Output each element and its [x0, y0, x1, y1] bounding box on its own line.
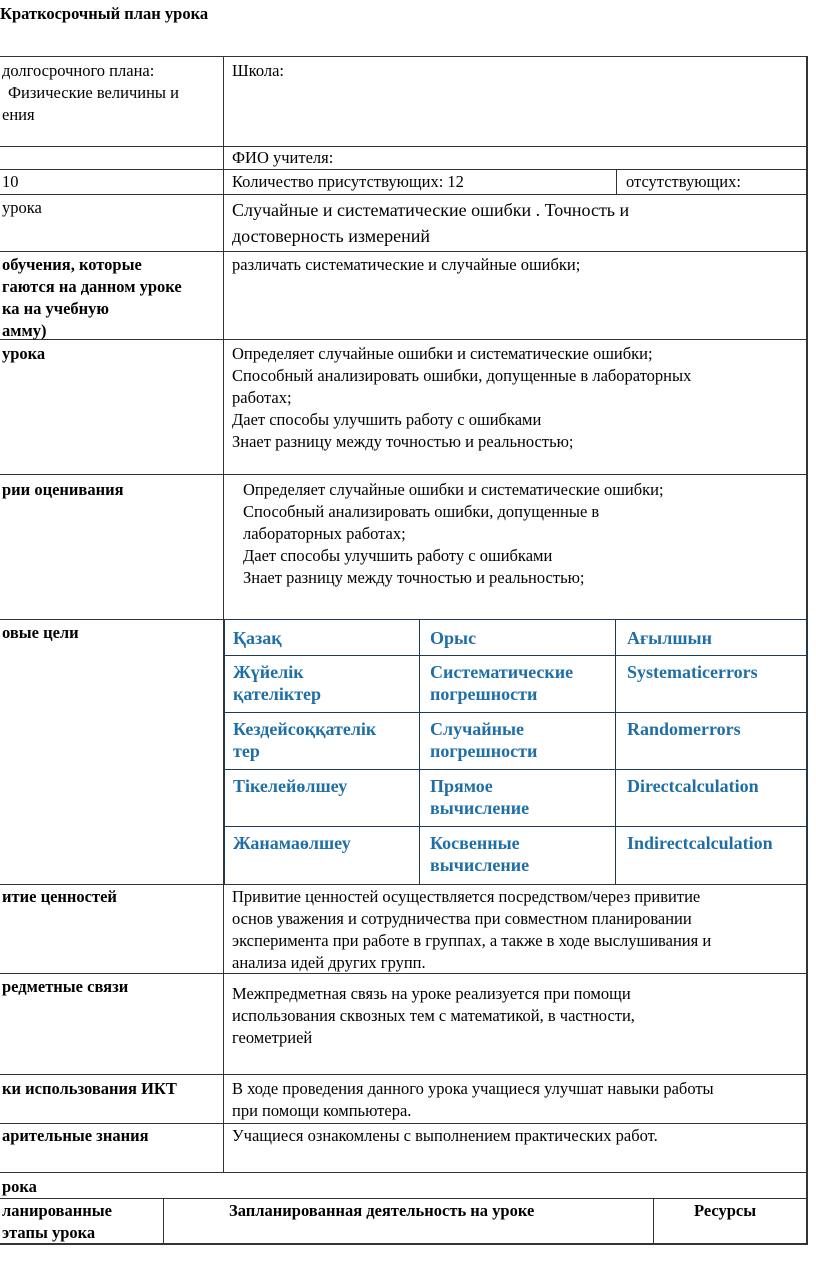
- values-label: итие ценностей: [2, 887, 117, 906]
- vocab-divider: [419, 619, 420, 884]
- prior-knowledge-label: арительные знания: [2, 1126, 149, 1145]
- language-goals-label: овые цели: [2, 623, 79, 642]
- vocab-kz: Жанамаөлшеу: [233, 833, 351, 853]
- interdisciplinary-label: редметные связи: [2, 977, 129, 996]
- vocab-header-kz: Қазақ: [233, 628, 282, 648]
- learning-goals-label: обучения, которые гаются на данном уроке ка на учебную амму): [2, 255, 182, 340]
- vocab-ru: Прямое вычисление: [430, 776, 530, 818]
- vocab-line: [224, 712, 808, 713]
- interdisciplinary-text: Межпредметная связь на уроке реализуется при помощи использования сквозных тем с математикой, в частности, геометрией: [232, 984, 635, 1047]
- vocab-header-en: Ағылшын: [627, 628, 712, 648]
- row-line: [0, 146, 808, 147]
- vocab-ru: Систематические погрешности: [430, 662, 574, 704]
- vocab-divider: [806, 619, 807, 884]
- teacher-label: ФИО учителя:: [232, 148, 334, 167]
- lesson-goals-text: Определяет случайные ошибки и систематические ошибки; Способный анализировать ошибки, допущенные в лабораторных работах; Дает способы улучшить работу с ошибками Знает разницу между точностью и реальностью;: [232, 344, 692, 451]
- row-line: [0, 619, 224, 620]
- topic-text: Случайные и систематические ошибки . Точность и достоверность измерений: [232, 200, 630, 246]
- learning-goals-text: различать систематические и случайные ошибки;: [232, 255, 581, 274]
- vocab-en: Directcalculation: [627, 776, 759, 796]
- row-line: [0, 1172, 808, 1173]
- column-divider: [223, 57, 224, 1172]
- vocab-divider: [224, 619, 225, 884]
- vocab-ru: Косвенные вычисление: [430, 833, 530, 875]
- vocab-ru: Случайные погрешности: [430, 719, 538, 761]
- topic-label: урока: [2, 198, 42, 217]
- lesson-goals-label: урока: [2, 344, 46, 363]
- plan-label: долгосрочного плана: Физические величины и ения: [2, 61, 179, 124]
- grade-value: 10: [2, 172, 19, 191]
- school-label: Школа:: [232, 61, 284, 80]
- row-line: [0, 1198, 808, 1199]
- vocab-divider: [615, 619, 616, 884]
- resources-divider: [653, 1198, 654, 1245]
- absent-count: отсутствующих:: [626, 172, 741, 191]
- row-line: [0, 194, 808, 195]
- resources-header: Ресурсы: [694, 1201, 757, 1220]
- vocab-kz: Кездейсоққателік тер: [233, 719, 377, 761]
- row-line: [0, 474, 808, 475]
- present-count: Количество присутствующих: 12: [232, 172, 464, 191]
- stage-divider: [163, 1198, 164, 1245]
- absent-divider: [616, 169, 617, 194]
- vocab-kz: Жүйелік қателіктер: [233, 662, 322, 704]
- criteria-label: рии оценивания: [2, 480, 124, 499]
- vocab-line: [224, 655, 808, 656]
- vocab-header-ru: Орыс: [430, 628, 477, 648]
- row-line: [0, 884, 808, 885]
- row-line: [0, 251, 808, 252]
- vocab-kz: Тікелейөлшеу: [233, 776, 348, 796]
- document-title: Краткосрочный план урока: [0, 4, 209, 23]
- lesson-course-label: рока: [2, 1177, 37, 1196]
- row-line: [0, 1074, 808, 1075]
- ict-label: ки использования ИКТ: [2, 1079, 177, 1098]
- vocab-line: [224, 826, 808, 827]
- criteria-text: Определяет случайные ошибки и систематические ошибки; Способный анализировать ошибки, допущенные в лабораторных работах; Дает способы улучшить работу с ошибками Знает разницу между точностью и реальностью;: [243, 480, 664, 587]
- planned-stages-label: ланированные этапы урока: [2, 1201, 112, 1242]
- row-line: [0, 1123, 808, 1124]
- values-text: Привитие ценностей осуществляется посредством/через привитие основ уважения и сотрудничества при совместном планировании эксперимента при работе в группах, а также в ходе выслушивания и анализа идей других групп.: [232, 887, 712, 972]
- vocab-line: [224, 619, 808, 620]
- vocab-line: [224, 769, 808, 770]
- vocab-en: Randomerrors: [627, 719, 741, 739]
- row-line: [0, 169, 808, 170]
- vocab-en: Systematicerrors: [627, 662, 758, 682]
- prior-knowledge-text: Учащиеся ознакомлены с выполнением практических работ.: [232, 1126, 658, 1145]
- planned-activity-header: Запланированная деятельность на уроке: [229, 1201, 535, 1220]
- ict-text: В ходе проведения данного урока учащиеся улучшат навыки работы при помощи компьютера.: [232, 1079, 714, 1120]
- vocab-en: Indirectcalculation: [627, 833, 773, 853]
